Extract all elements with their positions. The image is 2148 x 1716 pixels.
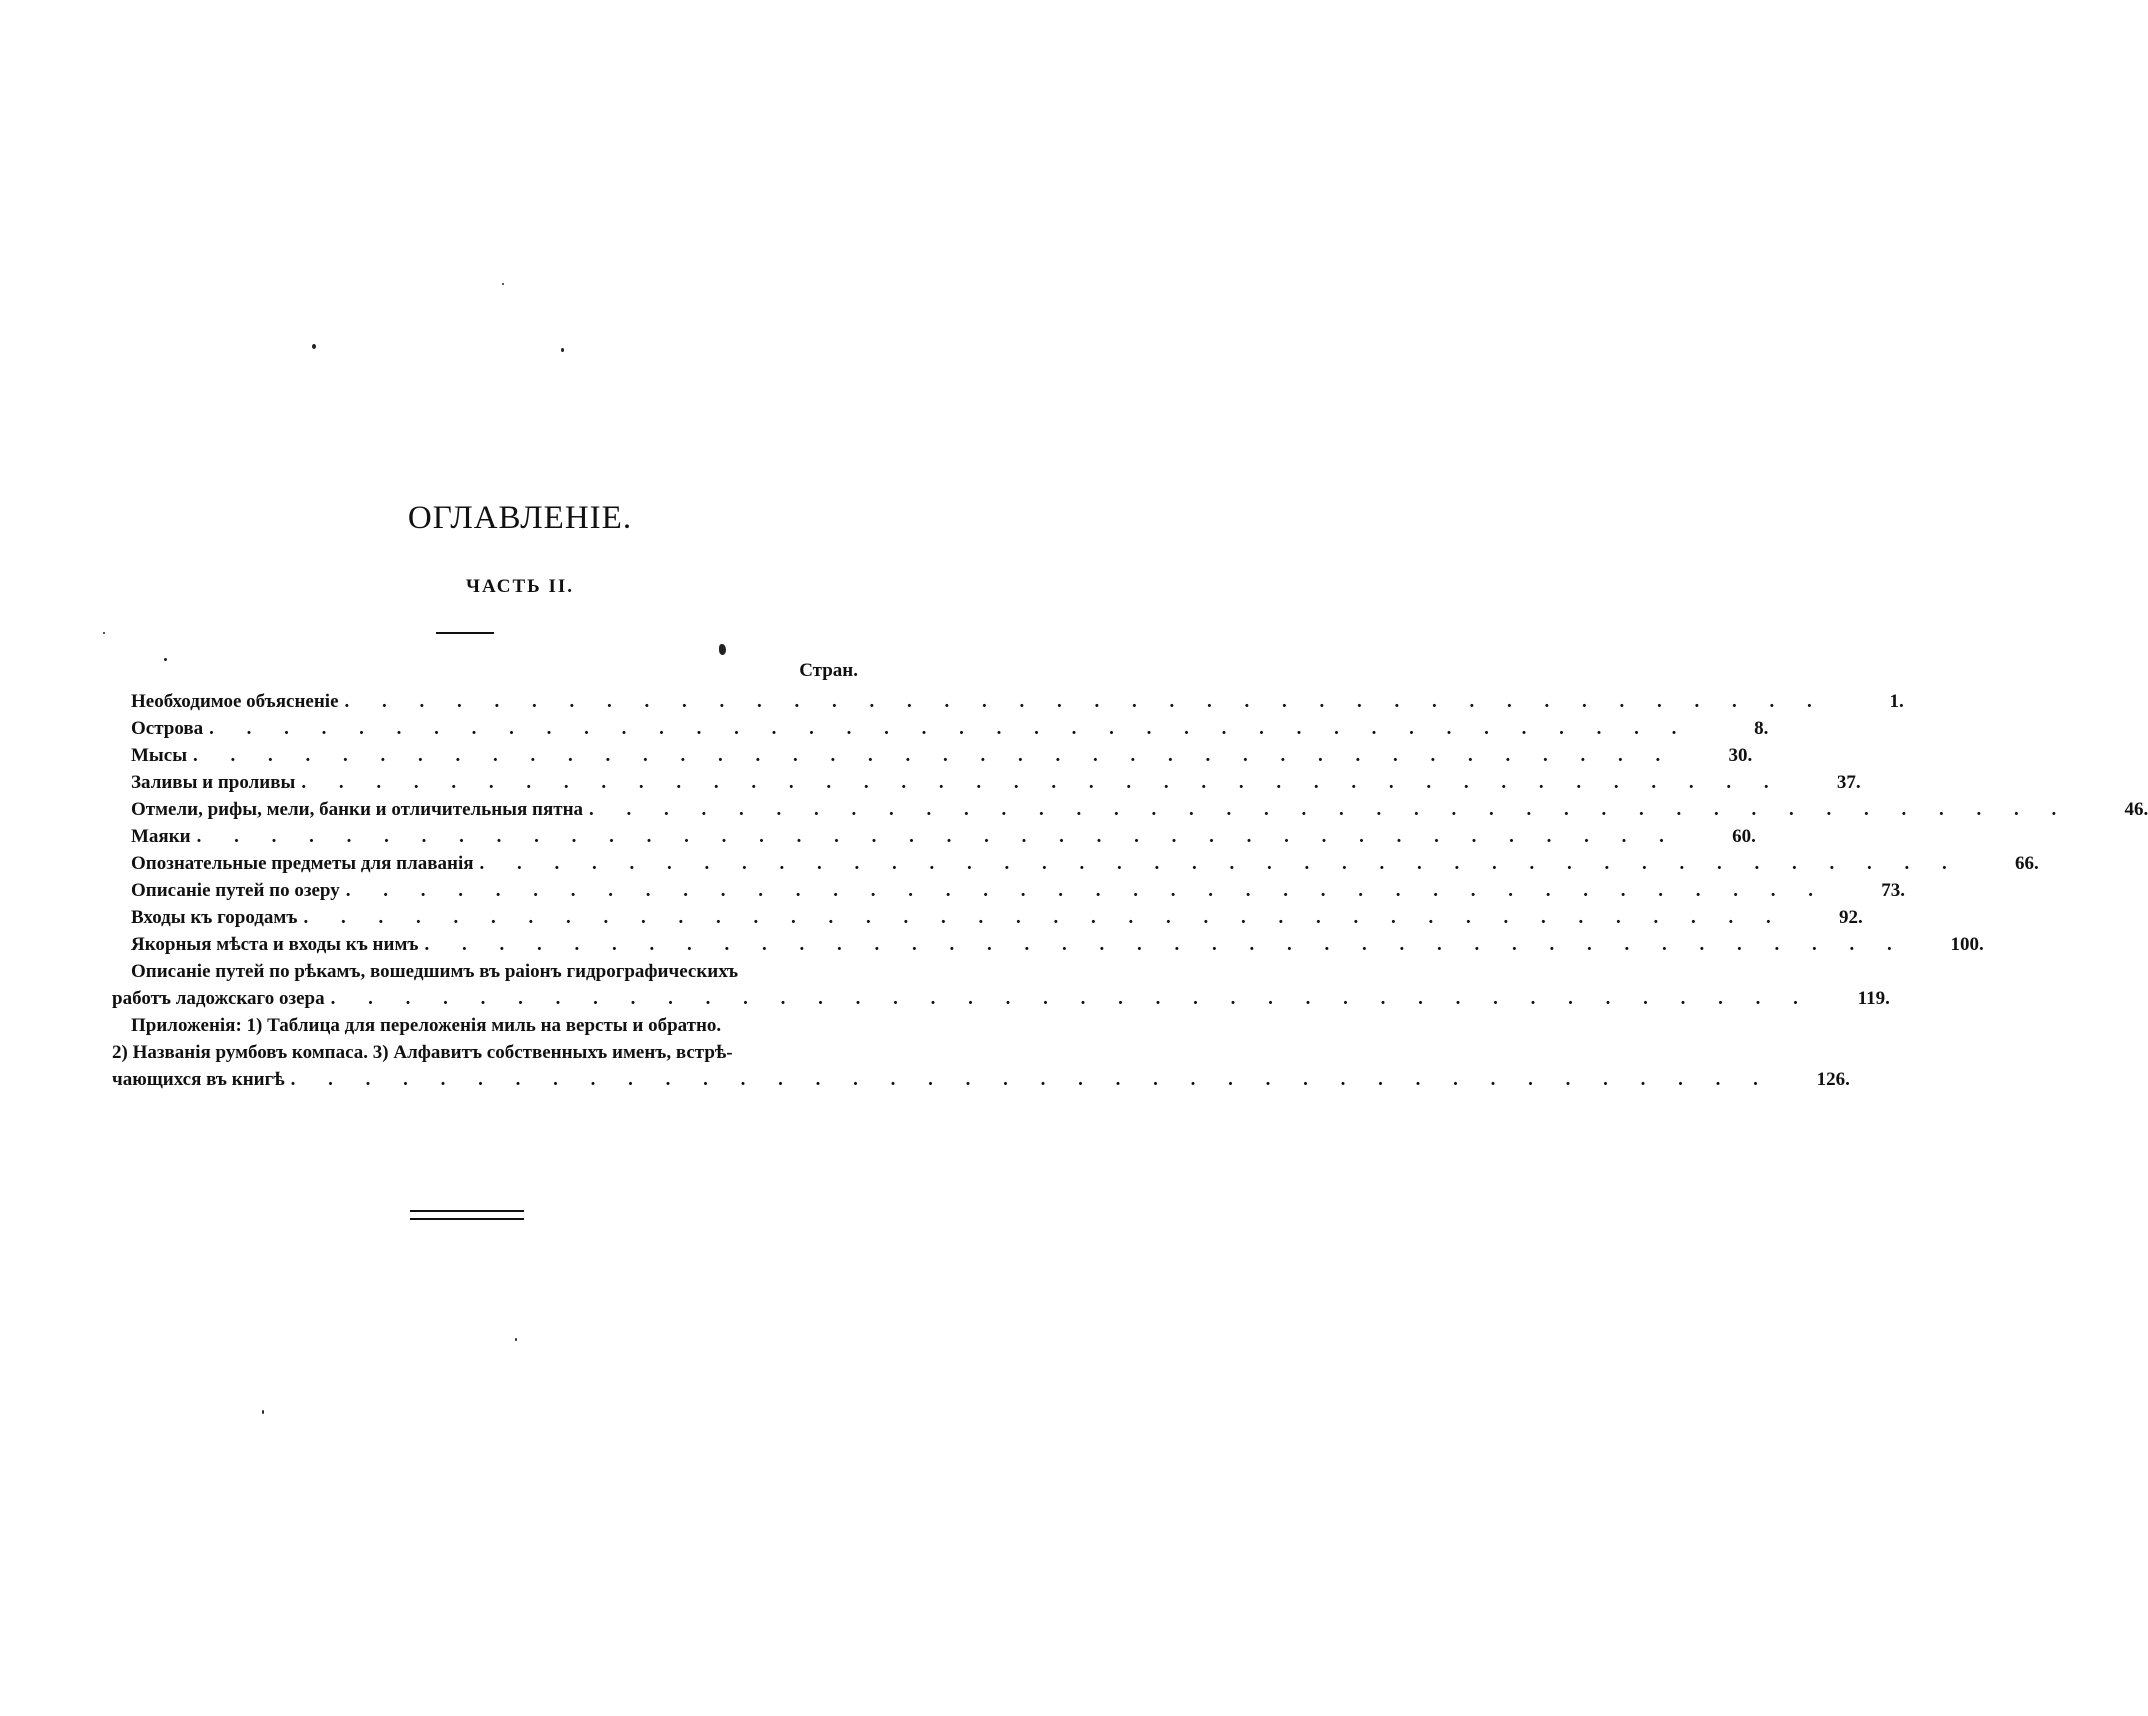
page-title: ОГЛАВЛЕНІЕ. (407, 500, 633, 536)
toc-entry[interactable] (112, 769, 1861, 796)
toc-entry-rivers-line2[interactable] (112, 985, 1890, 1012)
table-of-contents (112, 688, 2148, 1093)
page-column-header: Стран. (799, 660, 858, 681)
short-divider (436, 632, 494, 634)
toc-entry-rivers-line1[interactable] (112, 958, 858, 985)
toc-entry-title: Заливы и проливы (131, 772, 296, 793)
toc-entry-title: Отмели, рифы, мели, банки и отличительныя пятна (131, 799, 584, 820)
speck (164, 658, 167, 661)
toc-entry-page: 66. (2015, 853, 2039, 874)
toc-entry-page: 119. (1857, 988, 1890, 1009)
leader-dots: . . . . . . . . . . . . . . . . . . . . . . . . . . . . . . . . . . . . . . . . (345, 880, 1827, 901)
toc-entry[interactable] (112, 715, 1769, 742)
toc-entry-title: Маяки (131, 826, 191, 847)
leader-dots: . . . . . . . . . . . . . . . . . . . . . . . . . . . . . . . . . . . . . . . . (479, 853, 1961, 874)
appendix-text: : 1) Таблица для переложенія миль на версты и обратно. (235, 1015, 722, 1036)
leader-dots: . . . . . . . . . . . . . . . . . . . . . . . . . . . . . . . . . . . . . . . . (589, 799, 2071, 820)
toc-entry-title: Мысы (131, 745, 188, 766)
leader-dots: . . . . . . . . . . . . . . . . . . . . . . . . . . . . . . . . . . . . . . . . (301, 772, 1783, 793)
end-ornament-rule (410, 1210, 524, 1220)
leader-dots: . . . . . . . . . . . . . . . . . . . . . . . . . . . . . . . . . . . . . . . . (303, 907, 1785, 928)
toc-entry-title: Описаніе путей по рѣкамъ, вошедшимъ въ раіонъ гидрографическихъ (131, 961, 739, 982)
toc-entry[interactable] (112, 931, 1984, 958)
leader-dots: . . . . . . . . . . . . . . . . . . . . . . . . . . . . . . . . . . . . . . . . (209, 718, 1691, 739)
toc-entry[interactable] (112, 850, 2039, 877)
part-subtitle: ЧАСТЬ II. (466, 576, 574, 597)
toc-entry-page: 100. (1950, 934, 1984, 955)
toc-entry[interactable] (112, 823, 1756, 850)
toc-entry-page: 30. (1728, 745, 1753, 766)
toc-entry[interactable] (112, 877, 1905, 904)
toc-entry-title: Опознательные предметы для плаванія (131, 853, 474, 874)
toc-entry-title: работъ ладожскаго озера (112, 988, 325, 1009)
toc-entry-appendix-line1[interactable] (112, 1012, 858, 1039)
leader-dots: . . . . . . . . . . . . . . . . . . . . . . . . . . . . . . . . . . . . . . . . (193, 745, 1675, 766)
toc-entry-page: 73. (1881, 880, 1905, 901)
leader-dots: . . . . . . . . . . . . . . . . . . . . . . . . . . . . . . . . . . . . . . . . (196, 826, 1678, 847)
toc-entry-page: 37. (1836, 772, 1861, 793)
speck (262, 1410, 264, 1414)
toc-entry-page: 60. (1732, 826, 1756, 847)
toc-entry[interactable] (112, 796, 2148, 823)
toc-entry[interactable] (112, 904, 1863, 931)
speck (561, 348, 564, 352)
toc-entry-title: Входы къ городамъ (131, 907, 298, 928)
appendix-label: Приложенія (131, 1015, 236, 1036)
speck (312, 344, 316, 349)
toc-entry-appendix-line2[interactable] (112, 1039, 858, 1066)
speck (103, 632, 105, 634)
speck (502, 283, 504, 285)
toc-entry-title: Острова (131, 718, 204, 739)
speck (719, 644, 726, 655)
toc-entry-page: 46. (2124, 799, 2148, 820)
toc-entry-title: чающихся въ книгѣ (112, 1069, 285, 1090)
appendix-text: 2) Названія румбовъ компаса. 3) Алфавитъ собственныхъ именъ, встрѣ- (112, 1042, 733, 1063)
toc-entry-title: Описаніе путей по озеру (131, 880, 340, 901)
toc-entry-title: Якорныя мѣста и входы къ нимъ (131, 934, 419, 955)
speck (515, 1338, 517, 1341)
toc-entry-title: Необходимое объясненіе (131, 691, 339, 712)
toc-entry-page: 8. (1754, 718, 1769, 739)
leader-dots: . . . . . . . . . . . . . . . . . . . . . . . . . . . . . . . . . . . . . . . . (290, 1069, 1772, 1090)
leader-dots: . . . . . . . . . . . . . . . . . . . . . . . . . . . . . . . . . . . . . . . . (330, 988, 1812, 1009)
leader-dots: . . . . . . . . . . . . . . . . . . . . . . . . . . . . . . . . . . . . . . . . (424, 934, 1906, 955)
toc-entry[interactable] (112, 742, 1753, 769)
toc-entry-page: 1. (1889, 691, 1904, 712)
leader-dots: . . . . . . . . . . . . . . . . . . . . . . . . . . . . . . . . . . . . . . . . (344, 691, 1826, 712)
toc-entry[interactable] (112, 688, 1904, 715)
toc-entry-page: 92. (1838, 907, 1863, 928)
toc-entry-appendix-line3[interactable] (112, 1066, 1850, 1093)
toc-entry-page: 126. (1816, 1069, 1850, 1090)
